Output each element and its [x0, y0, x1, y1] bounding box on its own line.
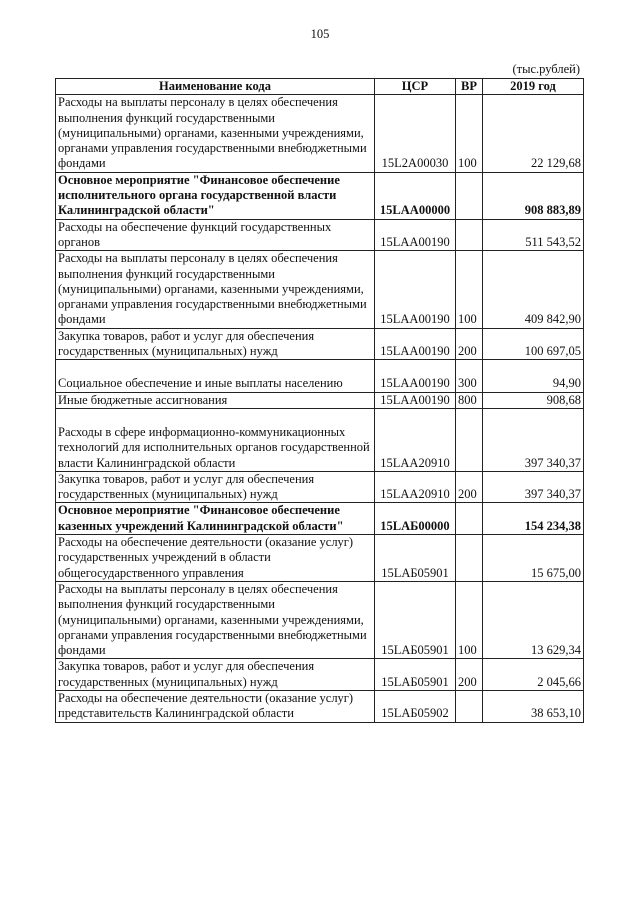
row-name-cell: Закупка товаров, работ и услуг для обеспечения государственных (муниципальных) нужд: [56, 328, 375, 360]
row-amount-cell: 908 883,89: [483, 172, 584, 219]
row-amount-cell: 409 842,90: [483, 251, 584, 328]
row-name-cell: Закупка товаров, работ и услуг для обеспечения государственных (муниципальных) нужд: [56, 659, 375, 691]
row-code-cell: 15LАА00190: [375, 219, 456, 251]
row-code-cell: 15LАА00000: [375, 172, 456, 219]
row-amount-cell: 13 629,34: [483, 581, 584, 658]
row-name-cell: Расходы в сфере информационно-коммуникационных технологий для исполнительных органов государственной власти Калининградской области: [56, 408, 375, 471]
page-number: 105: [310, 27, 330, 41]
row-amount-cell: 397 340,37: [483, 471, 584, 503]
row-amount-cell: 38 653,10: [483, 690, 584, 722]
row-name-cell: Расходы на выплаты персоналу в целях обеспечения выполнения функций государственными (муниципальными) органами, казенными учреждениями, органами управления государственными внебюджетными фондами: [56, 581, 375, 658]
row-name-cell: Основное мероприятие "Финансовое обеспечение казенных учреждений Калининградской области": [56, 503, 375, 535]
row-amount-cell: 511 543,52: [483, 219, 584, 251]
row-vr-cell: [456, 503, 483, 535]
row-vr-cell: 200: [456, 659, 483, 691]
row-name-cell: Основное мероприятие "Финансовое обеспечение исполнительного органа государственной власти Калининградской области": [56, 172, 375, 219]
row-code-cell: 15LАА20910: [375, 408, 456, 471]
table-row: [56, 581, 584, 658]
row-name-cell: Расходы на обеспечение функций государственных органов: [56, 219, 375, 251]
row-amount-cell: 94,90: [483, 360, 584, 392]
table-row: [56, 251, 584, 328]
row-vr-cell: 200: [456, 471, 483, 503]
units-label: (тыс.рублей): [512, 62, 580, 76]
row-code-cell: 15LАБ05902: [375, 690, 456, 722]
row-amount-cell: 100 697,05: [483, 328, 584, 360]
row-vr-cell: 800: [456, 392, 483, 408]
row-vr-cell: [456, 408, 483, 471]
row-amount-cell: 2 045,66: [483, 659, 584, 691]
row-amount-cell: 908,68: [483, 392, 584, 408]
row-code-cell: 15LАА00190: [375, 251, 456, 328]
row-vr-cell: [456, 535, 483, 582]
table-row: [56, 360, 584, 392]
row-vr-cell: [456, 172, 483, 219]
row-vr-cell: [456, 690, 483, 722]
table-row: [56, 659, 584, 691]
table-row: [56, 328, 584, 360]
row-code-cell: 15LАБ05901: [375, 535, 456, 582]
row-vr-cell: 100: [456, 95, 483, 172]
table-row: [56, 535, 584, 582]
row-amount-cell: 22 129,68: [483, 95, 584, 172]
row-vr-cell: 100: [456, 581, 483, 658]
row-code-cell: 15LАА00190: [375, 392, 456, 408]
table-row: [56, 408, 584, 471]
header-amount: 2019 год: [483, 79, 584, 95]
row-name-cell: Расходы на обеспечение деятельности (оказание услуг) представительств Калининградской области: [56, 690, 375, 722]
row-amount-cell: 397 340,37: [483, 408, 584, 471]
table-header-row: [56, 79, 584, 95]
table-row: [56, 471, 584, 503]
table-row: [56, 690, 584, 722]
table-row: [56, 503, 584, 535]
row-vr-cell: 200: [456, 328, 483, 360]
header-code: ЦСР: [375, 79, 456, 95]
row-name-cell: Расходы на выплаты персоналу в целях обеспечения выполнения функций государственными (муниципальными) органами, казенными учреждениями, органами управления государственными внебюджетными фондами: [56, 251, 375, 328]
table-body: [56, 95, 584, 722]
row-code-cell: 15LАА00190: [375, 360, 456, 392]
table-row: [56, 172, 584, 219]
row-name-cell: Расходы на обеспечение деятельности (оказание услуг) государственных учреждений в области общегосударственного управления: [56, 535, 375, 582]
table-row: [56, 95, 584, 172]
row-name-cell: Иные бюджетные ассигнования: [56, 392, 375, 408]
row-vr-cell: 100: [456, 251, 483, 328]
table-row: [56, 392, 584, 408]
row-vr-cell: [456, 219, 483, 251]
row-code-cell: 15LАБ05901: [375, 581, 456, 658]
row-name-cell: Закупка товаров, работ и услуг для обеспечения государственных (муниципальных) нужд: [56, 471, 375, 503]
row-name-cell: Расходы на выплаты персоналу в целях обеспечения выполнения функций государственными (муниципальными) органами, казенными учреждениями, органами управления государственными внебюджетными фондами: [56, 95, 375, 172]
row-code-cell: 15L2A00030: [375, 95, 456, 172]
row-vr-cell: 300: [456, 360, 483, 392]
row-code-cell: 15LАБ05901: [375, 659, 456, 691]
header-name: Наименование кода: [56, 79, 375, 95]
row-code-cell: 15LАБ00000: [375, 503, 456, 535]
row-name-cell: Социальное обеспечение и иные выплаты населению: [56, 360, 375, 392]
row-amount-cell: 15 675,00: [483, 535, 584, 582]
budget-table: [55, 78, 584, 723]
header-vr: ВР: [456, 79, 483, 95]
row-code-cell: 15LАА20910: [375, 471, 456, 503]
row-code-cell: 15LАА00190: [375, 328, 456, 360]
table-row: [56, 219, 584, 251]
row-amount-cell: 154 234,38: [483, 503, 584, 535]
